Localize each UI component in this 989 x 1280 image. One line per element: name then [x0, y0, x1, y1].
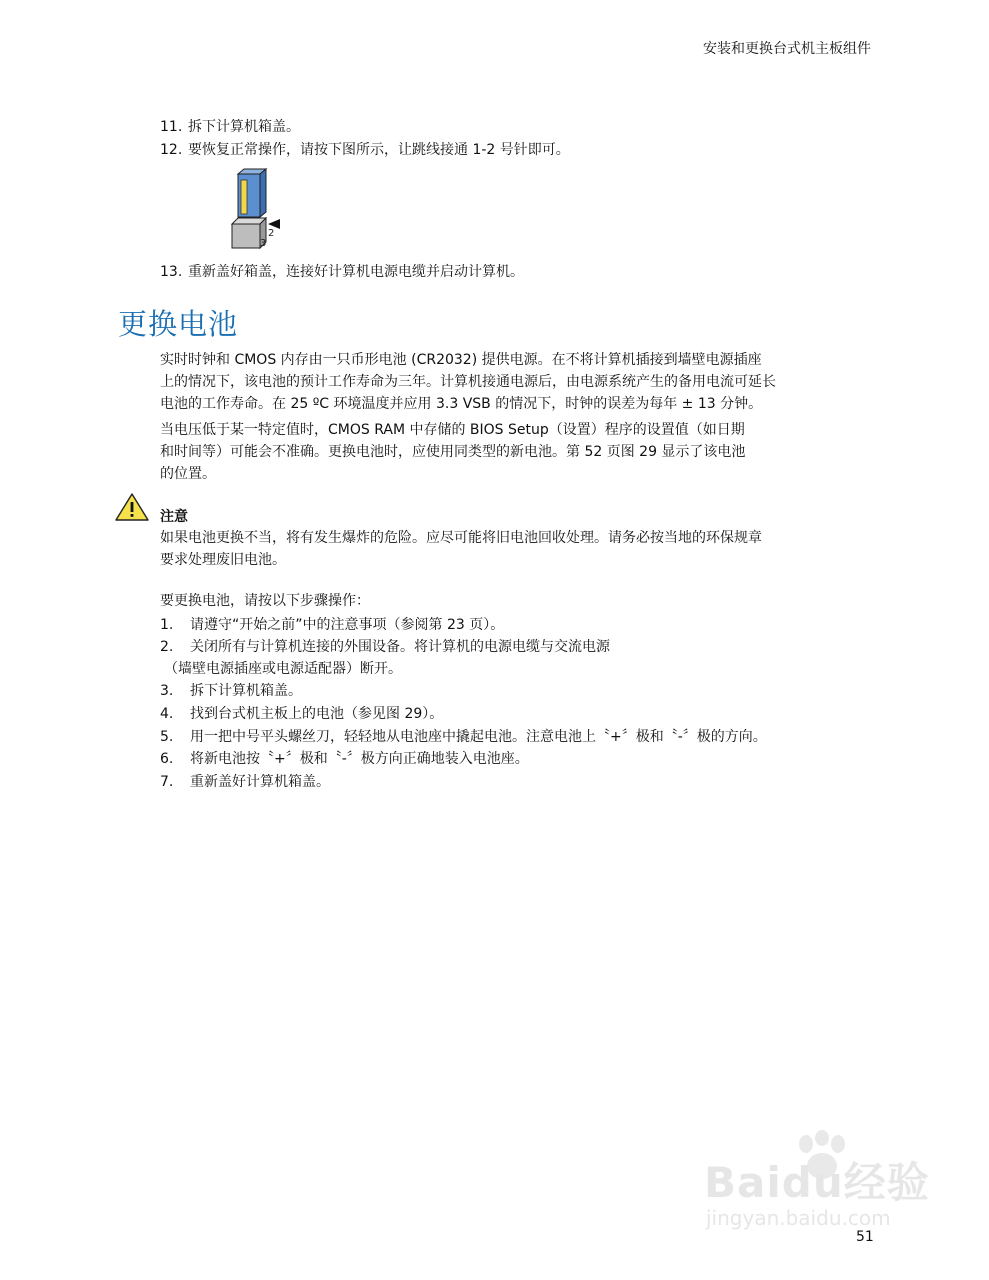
caution-label: 注意: [160, 509, 188, 525]
step-11: [160, 118, 300, 136]
step-text: 拆下计算机箱盖。: [190, 683, 302, 699]
step-number: 1.: [160, 617, 174, 633]
step-2-continued: （墙壁电源插座或电源适配器）断开。: [164, 661, 402, 677]
warning-icon: [114, 492, 150, 522]
step-text: 拆下计算机箱盖。: [188, 119, 300, 135]
para2-line-3: 的位置。: [160, 466, 216, 482]
step-text: 关闭所有与计算机连接的外围设备。将计算机的电源电缆与交流电源: [190, 639, 610, 655]
caution-line-2: 要求处理废旧电池。: [160, 552, 286, 568]
step-text: 将新电池按〝+〞极和〝-〞极方向正确地装入电池座。: [190, 751, 529, 767]
step-number: 2.: [160, 639, 174, 655]
step-text: 要恢复正常操作，请按下图所示，让跳线接通 1-2 号针即可。: [188, 142, 570, 158]
jumper-illustration: [226, 166, 290, 252]
watermark-brand: Baidu经验: [704, 1158, 930, 1207]
step-text: 重新盖好计算机箱盖。: [190, 774, 330, 790]
page-number: 51: [856, 1229, 874, 1245]
step-12: [160, 141, 570, 159]
step-text: 用一把中号平头螺丝刀，轻轻地从电池座中撬起电池。注意电池上〝+〞极和〝-〞极的方向。: [190, 729, 767, 745]
step-6: [160, 750, 529, 768]
step-number: 6.: [160, 751, 174, 767]
step-number: 11.: [160, 119, 183, 135]
pin-label-3: 3: [260, 238, 267, 249]
section-title: 更换电池: [118, 307, 239, 341]
step-text: 重新盖好箱盖，连接好计算机电源电缆并启动计算机。: [188, 264, 524, 280]
para1-line-1: 实时时钟和 CMOS 内存由一只币形电池 (CR2032) 提供电源。在不将计算机插接到墙壁电源插座: [160, 352, 762, 368]
step-text: 请遵守“开始之前”中的注意事项（参阅第 23 页）。: [190, 617, 505, 633]
step-number: 4.: [160, 706, 174, 722]
step-5: [160, 728, 767, 746]
steps-intro: 要更换电池，请按以下步骤操作：: [160, 593, 370, 609]
step-number: 13.: [160, 264, 183, 280]
step-number: 5.: [160, 729, 174, 745]
para1-line-3: 电池的工作寿命。在 25 ºC 环境温度并应用 3.3 VSB 的情况下，时钟的误差为每年 ± 13 分钟。: [160, 396, 763, 412]
step-number: 7.: [160, 774, 174, 790]
step-4: [160, 705, 443, 723]
step-13: [160, 263, 524, 281]
step-7: [160, 773, 330, 791]
step-number: 3.: [160, 683, 174, 699]
step-2: [160, 638, 610, 656]
baidu-watermark: [700, 1130, 940, 1240]
para1-line-2: 上的情况下，该电池的预计工作寿命为三年。计算机接通电源后，由电源系统产生的备用电流可延长: [160, 374, 776, 390]
para2-line-1: 当电压低于某一特定值时，CMOS RAM 中存储的 BIOS Setup（设置）程序的设置值（如日期: [160, 422, 745, 438]
step-text: 找到台式机主板上的电池（参见图 29）。: [190, 706, 444, 722]
step-3: [160, 682, 302, 700]
pin-label-2: 2: [268, 228, 275, 239]
watermark-url: jingyan.baidu.com: [706, 1206, 891, 1230]
caution-line-1: 如果电池更换不当，将有发生爆炸的危险。应尽可能将旧电池回收处理。请务必按当地的环保规章: [160, 530, 762, 546]
para2-line-2: 和时间等）可能会不准确。更换电池时，应使用同类型的新电池。第 52 页图 29 显示了该电池: [160, 444, 746, 460]
running-header: 安装和更换台式机主板组件: [703, 41, 871, 57]
step-number: 12.: [160, 142, 183, 158]
step-1: [160, 616, 504, 634]
